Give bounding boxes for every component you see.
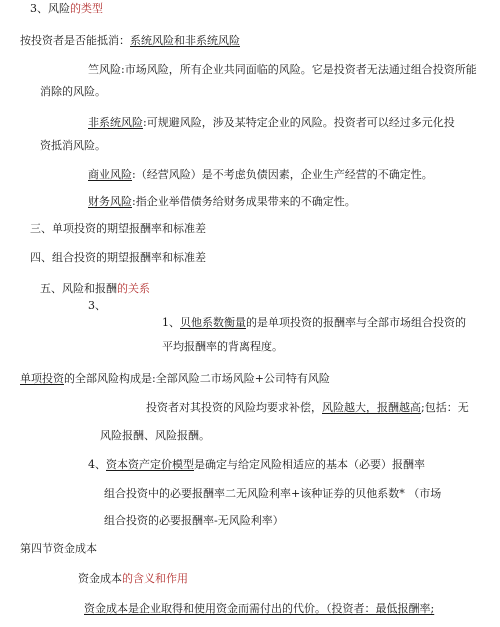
business-risk-text: :（经营风险）是不考虑负债因素，企业生产经营的不确定性。 [132,168,433,181]
capm-term[interactable]: 资本资产定价模型 [106,458,194,471]
single-risk-line [20,372,330,386]
section-five-text-red: 的关系 [117,282,150,295]
unsystematic-line-2 [40,139,106,153]
capm-formula-text-1: 组合投资中的必要报酬率二无风险利率+该种证券的贝他系数* （市场 [104,487,442,500]
cost-heading-text-red: 的含义和作用 [122,572,188,585]
sub-three-text: 3、 [88,299,106,312]
capm-formula-line-2 [104,514,284,528]
unsystematic-text-1: :可规避风险，涉及某特定企业的风险。投资者可以经过多元化投 [143,116,455,129]
section-four [30,251,206,265]
cost-heading-text: 资金成本 [78,572,122,585]
unsystematic-text-2: 资抵消风险。 [40,139,106,152]
sub-three [88,299,106,313]
capm-line [88,458,425,472]
cost-definition-line [84,602,434,616]
business-risk-line [88,168,433,182]
cost-definition-heading [78,572,188,586]
unsystematic-term[interactable]: 非系统风险 [88,116,143,129]
financial-risk-text: :指企业举借债务给财务成果带来的不确定性。 [132,195,356,208]
section-three-text: 三、单项投资的期望报酬率和标准差 [30,222,206,235]
unsystematic-line-1 [88,116,455,130]
compensation-link[interactable]: 风险越大，报酬越高 [322,401,421,414]
systematic-line-2 [40,85,106,99]
heading-risk-types [30,2,103,16]
financial-risk-line [88,195,356,209]
compensation-line-2 [100,429,210,443]
systematic-text-2: 消除的风险。 [40,85,106,98]
capm-formula-line-1 [104,487,441,501]
compensation-line-1 [146,401,469,415]
diversify-link[interactable]: 系统风险和非系统风险 [130,34,240,47]
capm-number: 4、 [88,458,106,471]
heading-number: 3、 [30,2,48,15]
beta-line-2 [162,340,283,354]
capm-text: 是确定与给定风险相适应的基本（必要）报酬率 [194,458,425,471]
beta-text-2: 平均报酬率的背离程度。 [162,340,283,353]
heading-text-red: 的类型 [70,2,103,15]
business-risk-term[interactable]: 商业风险 [88,168,132,181]
capm-formula-text-2: 组合投资的必要报酬率-无风险利率） [104,514,284,527]
compensation-text-1: 投资者对其投资的风险均要求补偿， [146,401,322,414]
single-risk-term[interactable]: 单项投资 [20,372,64,385]
section-five [40,282,150,296]
financial-risk-term[interactable]: 财务风险 [88,195,132,208]
systematic-line-1 [88,63,477,77]
section-three [30,222,206,236]
systematic-text-1: 竺风险:市场风险，所有企业共同面临的风险。它是投资者无法通过组合投资所能 [88,63,477,76]
beta-term[interactable]: 贝他系数衡量 [180,316,246,329]
compensation-text-2: ;包括：无 [421,401,469,414]
section-four-text: 四、组合投资的期望报酬率和标准差 [30,251,206,264]
cost-definition-text[interactable]: 资金成本是企业取得和使用资金而需付出的代价。（投资者：最低报酬率; [84,602,435,615]
heading-text: 风险 [48,2,70,15]
beta-number: 1、 [162,316,180,329]
compensation-text-3: 风险报酬、风险报酬。 [100,429,210,442]
chapter-four [20,542,97,556]
chapter-four-text: 第四节资金成本 [20,542,97,555]
diversify-lead: 按投资者是否能抵消： [20,34,130,47]
single-risk-text: 的全部风险构成是:全部风险二市场风险+公司特有风险 [64,372,330,385]
beta-text-1: 的是单项投资的报酬率与全部市场组合投资的 [246,316,466,329]
beta-line-1 [162,316,466,330]
diversify-line [20,34,240,48]
section-five-text: 五、风险和报酬 [40,282,117,295]
